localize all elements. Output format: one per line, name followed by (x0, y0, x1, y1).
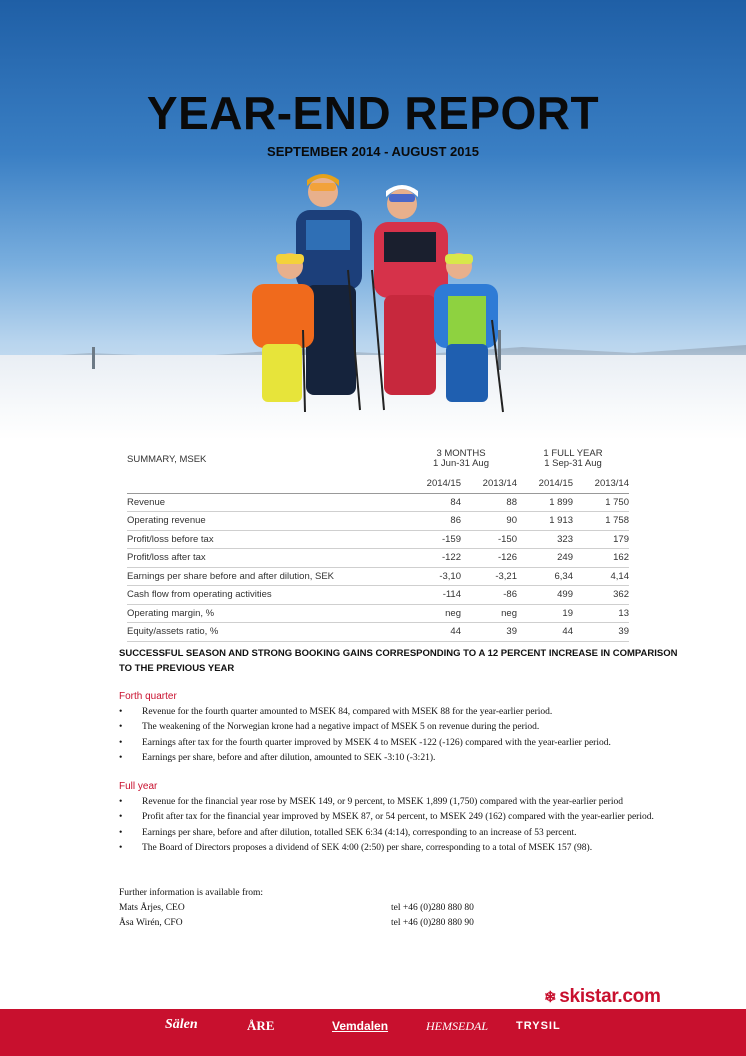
row-label: Profit/loss after tax (127, 549, 405, 568)
skier-family-illustration (0, 0, 746, 440)
cell-value: 1 750 (573, 493, 629, 512)
list-item: • Earnings per share, before and after dilution, totalled SEK 6:34 (4:14), corresponding to an increase of 53 percent. (119, 826, 679, 841)
table-row (127, 567, 629, 586)
cell-value: 19 (517, 604, 573, 623)
table-row (127, 623, 629, 642)
logo-text: skistar.com (559, 986, 661, 1007)
row-label: Profit/loss before tax (127, 530, 405, 549)
cell-value: 13 (573, 604, 629, 623)
list-item: • The weakening of the Norwegian krone had a negative impact of MSEK 5 on revenue during the period. (119, 720, 679, 735)
lead-heading: SUCCESSFUL SEASON AND STRONG BOOKING GAINS CORRESPONDING TO A 12 PERCENT INCREASE IN COMPARISON TO THE PREVIOUS YEAR (119, 648, 678, 674)
cover-photo (0, 0, 746, 440)
destination-salen: Sälen (165, 1017, 198, 1032)
destination-vemdalen: Vemdalen (332, 1019, 389, 1033)
full-year-heading: Full year (119, 781, 158, 792)
cell-value: 86 (405, 512, 461, 531)
column-header: 2014/15 (517, 475, 573, 493)
contact-name: Åsa Wirén, CFO (119, 918, 183, 928)
cell-value: 4,14 (573, 567, 629, 586)
fourth-quarter-list (119, 705, 679, 766)
destination-hemsedal: HEMSEDAL (426, 1019, 488, 1033)
row-label: Operating margin, % (127, 604, 405, 623)
cell-value: 88 (461, 493, 517, 512)
footer-bar (0, 1009, 746, 1056)
cell-value: neg (405, 604, 461, 623)
report-title: YEAR-END REPORT (146, 87, 600, 139)
list-item: • Earnings after tax for the fourth quarter improved by MSEK 4 to MSEK -122 (-126) compared with the year-earlier period. (119, 736, 679, 751)
row-label: Cash flow from operating activities (127, 586, 405, 605)
cell-value: 179 (573, 530, 629, 549)
cell-value: 44 (517, 623, 573, 642)
table-row (127, 512, 629, 531)
report-period: SEPTEMBER 2014 - AUGUST 2015 (267, 144, 479, 159)
contact-row (119, 901, 519, 916)
destination-are: ÅRE (247, 1018, 275, 1033)
cell-value: 44 (405, 623, 461, 642)
list-item: • The Board of Directors proposes a dividend of SEK 4:00 (2:50) per share, corresponding to a total of MSEK 157 (98). (119, 841, 679, 856)
group-3-months (405, 443, 517, 475)
column-header-blank (127, 475, 405, 493)
fourth-quarter-heading: Forth quarter (119, 691, 177, 702)
table-row (127, 549, 629, 568)
skistar-logo (544, 986, 661, 1008)
cell-value: 39 (461, 623, 517, 642)
contact-phone: tel +46 (0)280 880 80 (391, 903, 474, 913)
summary-label: SUMMARY, MSEK (127, 453, 207, 465)
cell-value: 162 (573, 549, 629, 568)
list-item: • Profit after tax for the financial year improved by MSEK 87, or 54 percent, to MSEK 249 (162) compared with the year-earlier period. (119, 810, 679, 825)
table-row (127, 530, 629, 549)
group-full-year-title: 1 FULL YEAR (543, 448, 603, 459)
destination-trysil: TRYSIL (516, 1020, 561, 1032)
cell-value: 84 (405, 493, 461, 512)
cell-value: -159 (405, 530, 461, 549)
cell-value: 90 (461, 512, 517, 531)
cell-value: -86 (461, 586, 517, 605)
row-label: Revenue (127, 493, 405, 512)
list-item: • Earnings per share, before and after dilution, amounted to SEK -3:10 (-3:21). (119, 751, 679, 766)
contact-info (119, 886, 519, 931)
table-row (127, 493, 629, 512)
group-3-months-title: 3 MONTHS (436, 448, 486, 459)
cell-value: -3,10 (405, 567, 461, 586)
list-item: • Revenue for the financial year rose by MSEK 149, or 9 percent, to MSEK 1,899 (1,750) compared with the year-earlier period (119, 795, 679, 810)
cell-value: -3,21 (461, 567, 517, 586)
cell-value: 499 (517, 586, 573, 605)
row-label: Earnings per share before and after dilution, SEK (127, 567, 405, 586)
column-header: 2013/14 (461, 475, 517, 493)
list-item: • Revenue for the fourth quarter amounted to MSEK 84, compared with MSEK 88 for the year-earlier period. (119, 705, 679, 720)
contact-intro: Further information is available from: (119, 888, 264, 898)
full-year-list (119, 795, 679, 856)
cell-value: neg (461, 604, 517, 623)
row-label: Equity/assets ratio, % (127, 623, 405, 642)
cell-value: -114 (405, 586, 461, 605)
cell-value: 323 (517, 530, 573, 549)
cell-value: -122 (405, 549, 461, 568)
cell-value: 249 (517, 549, 573, 568)
summary-table (127, 443, 629, 642)
cell-value: 362 (573, 586, 629, 605)
cell-value: 1 899 (517, 493, 573, 512)
group-full-year-range: 1 Sep-31 Aug (544, 458, 602, 469)
cell-value: 1 758 (573, 512, 629, 531)
column-header: 2014/15 (405, 475, 461, 493)
snowflake-icon: ❄ (544, 989, 557, 1006)
cell-value: 1 913 (517, 512, 573, 531)
cell-value: 39 (573, 623, 629, 642)
contact-row (119, 916, 519, 931)
cell-value: -126 (461, 549, 517, 568)
group-full-year (517, 443, 629, 475)
contact-name: Mats Årjes, CEO (119, 903, 185, 913)
cell-value: -150 (461, 530, 517, 549)
row-label: Operating revenue (127, 512, 405, 531)
group-3-months-range: 1 Jun-31 Aug (433, 458, 489, 469)
column-header: 2013/14 (573, 475, 629, 493)
table-row (127, 586, 629, 605)
table-row (127, 604, 629, 623)
contact-phone: tel +46 (0)280 880 90 (391, 918, 474, 928)
cell-value: 6,34 (517, 567, 573, 586)
